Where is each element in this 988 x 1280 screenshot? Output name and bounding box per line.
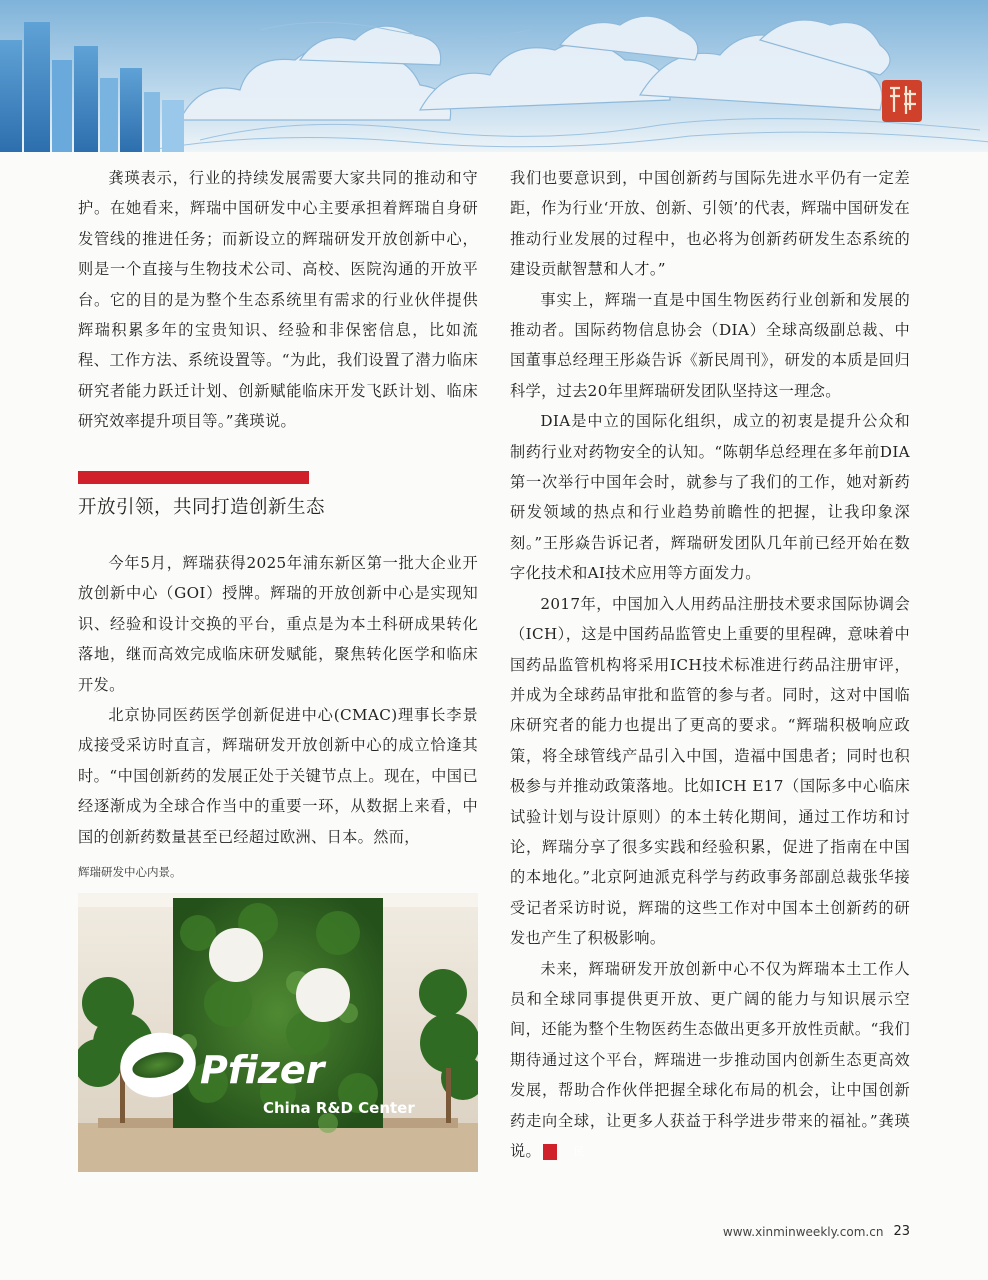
pfizer-logo-text: Pfizer: [200, 1048, 325, 1092]
body-paragraph: 今年5月，辉瑞获得2025年浦东新区第一批大企业开放创新中心（GOI）授牌。辉瑞的开放创新中心是实现知识、经验和设计交换的平台，重点是为本土科研成果转化落地，继而高效完成临床研发赋能，聚焦转化医学和临床开发。: [78, 554, 478, 694]
seal-logo: [880, 76, 924, 126]
left-column-top: [78, 163, 478, 437]
section-heading: 开放引领，共同打造创新生态: [78, 497, 326, 518]
end-mark-icon: 民: [543, 1144, 557, 1160]
body-paragraph: 事实上，辉瑞一直是中国生物医药行业创新和发展的推动者。国际药物信息协会（DIA）全球高级副总裁、中国董事总经理王彤焱告诉《新民周刊》，研发的本质是回归科学，过去20年里辉瑞研发团队坚持这一理念。: [510, 290, 910, 400]
page-footer: [723, 1224, 910, 1239]
green-wall-illustration: [78, 893, 478, 1172]
body-paragraph-text: 未来，辉瑞研发开放创新中心不仅为辉瑞本土工作人员和全球同事提供更开放、更广阔的能力与知识展示空间，还能为整个生物医药生态做出更多开放性贡献。“我们期待通过这个平台，辉瑞进一步推动国内创新生态更高效发展，帮助合作伙伴把握全球化布局的机会，让中国创新药走向全球，让更多人获益于科学进步带来的福祉。”龚瑛说。: [510, 959, 910, 1160]
body-paragraph: DIA是中立的国际化组织，成立的初衷是提升公众和制药行业对药物安全的认知。“陈朝华总经理在多年前DIA第一次举行中国年会时，就参与了我们的工作，她对新药研发领域的热点和行业趋势前瞻性的把握，让我印象深刻。”王彤焱告诉记者，辉瑞研发团队几年前已经开始在数字化技术和AI技术应用等方面发力。: [510, 412, 910, 583]
body-paragraph: 我们也要意识到，中国创新药与国际先进水平仍有一定差距，作为行业‘开放、创新、引领’的代表，辉瑞中国研发在推动行业发展的过程中，也必将为创新药研发生态系统的建设贡献智慧和人才。”: [510, 169, 910, 279]
body-paragraph: 北京协同医药医学创新促进中心(CMAC)理事长李景成接受采访时直言，辉瑞研发开放创新中心的成立恰逢其时。“中国创新药的发展正处于关键节点上。现在，中国已经逐渐成为全球合作当中的重要一环，从数据上来看，中国的创新药数量甚至已经超过欧洲、日本。然而，: [78, 706, 478, 846]
photo-green-wall: [78, 893, 478, 1172]
right-column: [510, 163, 910, 1166]
sky-cloud-illustration: [0, 0, 988, 152]
header-banner: [0, 0, 988, 152]
section-red-bar: [78, 471, 309, 484]
rd-center-text: China R&D Center: [263, 1099, 415, 1117]
body-paragraph: 龚瑛表示，行业的持续发展需要大家共同的推动和守护。在她看来，辉瑞中国研发中心主要承担着辉瑞自身研发管线的推进任务；而新设立的辉瑞研发开放创新中心，则是一个直接与生物技术公司、高校、医院沟通的开放平台。它的目的是为整个生态系统里有需求的行业伙伴提供辉瑞积累多年的宝贵知识、经验和非保密信息，比如流程、工作方法、系统设置等。“为此，我们设置了潜力临床研究者能力跃迁计划、创新赋能临床开发飞跃计划、临床研究效率提升项目等。”龚瑛说。: [78, 169, 478, 431]
body-paragraph-last: [510, 954, 910, 1167]
left-column-middle: [78, 548, 478, 852]
body-paragraph: 2017年，中国加入人用药品注册技术要求国际协调会（ICH），这是中国药品监管史上重要的里程碑，意味着中国药品监管机构将采用ICH技术标准进行药品注册审评，并成为全球药品审批和监管的参与者。同时，这对中国临床研究者的能力也提出了更高的要求。“辉瑞积极响应政策，将全球管线产品引入中国，造福中国患者；同时也积极参与并推动政策落地。比如ICH E17（国际多中心临床试验计划与设计原则）的本土转化期间，通过工作坊和讨论，辉瑞分享了很多实践和经验积累，促进了指南在中国的本地化。”北京阿迪派克科学与药政事务部副总裁张华接受记者采访时说，辉瑞的这些工作对中国本土创新药的研发也产生了积极影响。: [510, 594, 910, 948]
photo-caption: 辉瑞研发中心内景。: [78, 865, 182, 879]
page-number: 23: [893, 1224, 910, 1239]
footer-url: www.xinminweekly.com.cn: [722, 1224, 884, 1239]
